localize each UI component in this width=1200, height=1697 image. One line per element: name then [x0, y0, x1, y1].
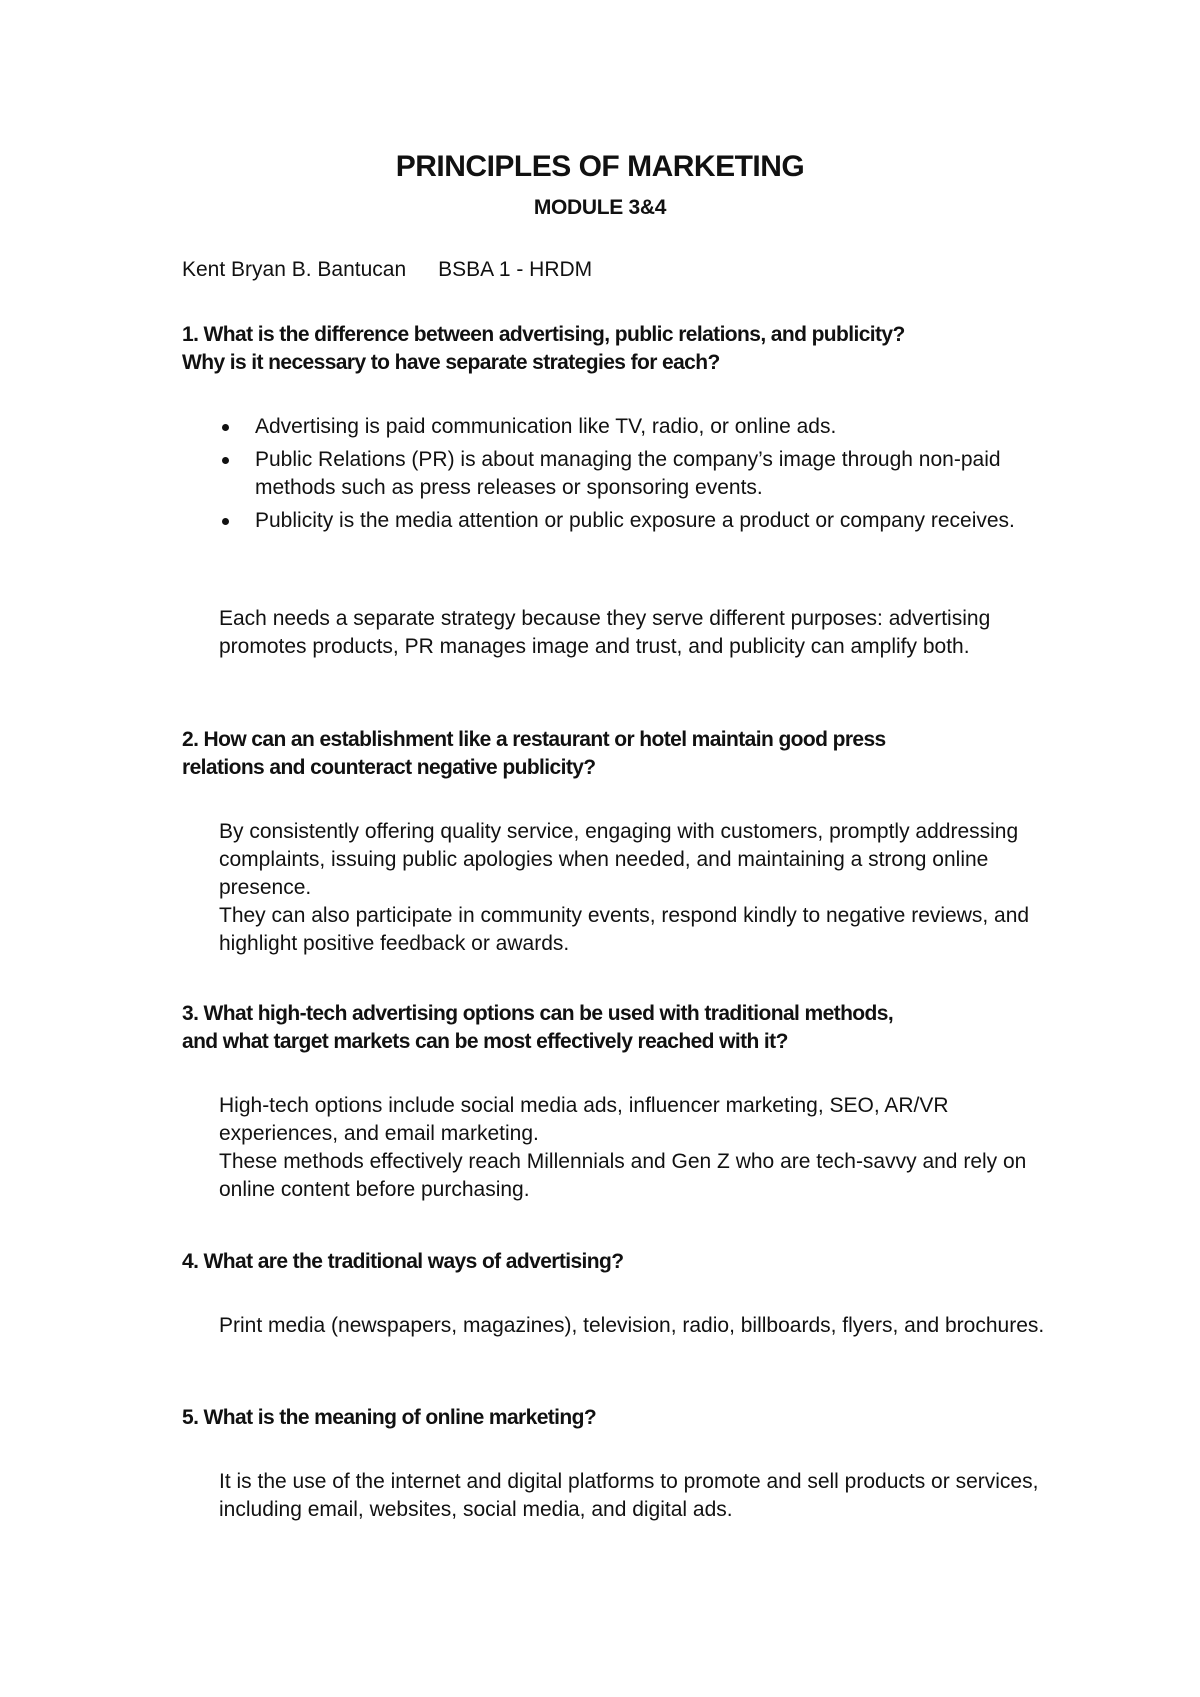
answer-paragraph: They can also participate in community events, respond kindly to negative reviews, and highlight positive feedback or awards. — [219, 904, 1030, 955]
question-line: relations and counteract negative publicity? — [182, 756, 596, 779]
bullet-icon — [222, 518, 229, 525]
question-5-answer: It is the use of the internet and digital platforms to promote and sell products or services, including email, websites, social media, and digital ads. — [219, 1470, 1039, 1521]
document-subtitle: MODULE 3&4 — [533, 196, 667, 219]
bullet-icon — [222, 457, 229, 464]
question-line: 5. What is the meaning of online marketing? — [182, 1406, 597, 1429]
answer-paragraph: By consistently offering quality service, engaging with customers, promptly addressing complaints, issuing public apologies when needed, and maintaining a strong online presence. — [219, 820, 1019, 899]
program-name: BSBA 1 - HRDM — [438, 258, 593, 281]
question-2-heading — [182, 726, 1062, 782]
question-line: 3. What high-tech advertising options can be used with traditional methods, — [182, 1002, 894, 1025]
bullet-icon — [222, 424, 229, 431]
answer-paragraph: High-tech options include social media ads, influencer marketing, SEO, AR/VR experiences, and email marketing. — [219, 1094, 949, 1145]
question-4-answer: Print media (newspapers, magazines), television, radio, billboards, flyers, and brochures. — [219, 1314, 1045, 1337]
list-item-text: Public Relations (PR) is about managing the company’s image through non-paid methods such as press releases or sponsoring events. — [255, 448, 1001, 499]
question-2-answer — [219, 818, 1064, 958]
question-1-bullet-list — [182, 413, 1062, 540]
question-line: 2. How can an establishment like a restaurant or hotel maintain good press — [182, 728, 886, 751]
question-4-heading — [182, 1248, 1062, 1276]
list-item-text: Publicity is the media attention or public exposure a product or company receives. — [255, 509, 1015, 532]
document-title: PRINCIPLES OF MARKETING — [395, 150, 805, 183]
question-3-answer — [219, 1092, 1064, 1204]
question-1-heading — [182, 321, 1062, 377]
question-line: 1. What is the difference between advertising, public relations, and publicity? — [182, 323, 905, 346]
list-item — [182, 507, 1062, 535]
question-3-heading — [182, 1000, 1062, 1056]
author-line — [182, 258, 592, 282]
question-line: and what target markets can be most effectively reached with it? — [182, 1030, 788, 1053]
question-line: 4. What are the traditional ways of advertising? — [182, 1250, 624, 1273]
author-name: Kent Bryan B. Bantucan — [182, 258, 407, 281]
list-item — [182, 446, 1062, 502]
answer-paragraph: These methods effectively reach Millennials and Gen Z who are tech-savvy and rely on online content before purchasing. — [219, 1150, 1027, 1201]
list-item — [182, 413, 1062, 441]
question-1-answer: Each needs a separate strategy because they serve different purposes: advertising promotes products, PR manages image and trust, and publicity can amplify both. — [219, 607, 991, 658]
list-item-text: Advertising is paid communication like TV, radio, or online ads. — [255, 415, 837, 438]
question-5-heading — [182, 1404, 1062, 1432]
question-line: Why is it necessary to have separate strategies for each? — [182, 351, 720, 374]
